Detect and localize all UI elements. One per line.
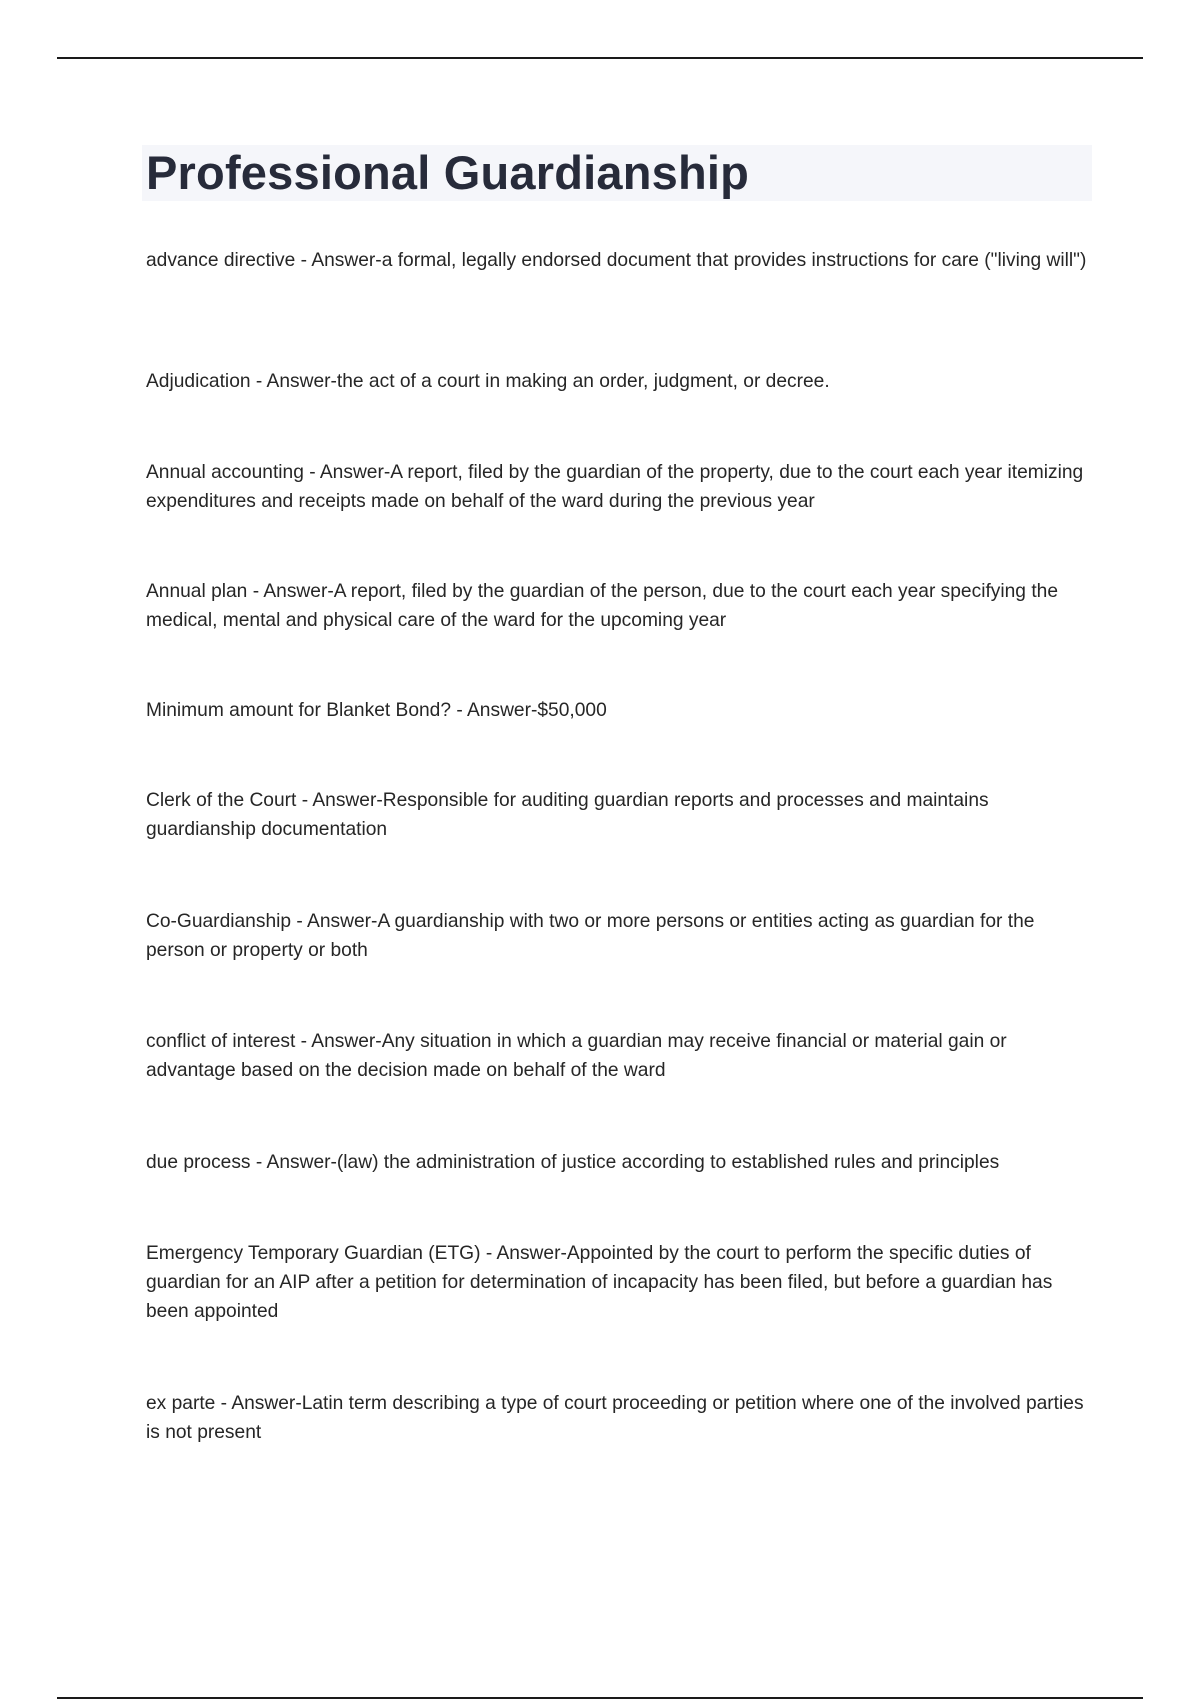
entry-separator: - Answer- — [250, 371, 337, 392]
bottom-rule — [57, 1697, 1143, 1699]
entry-separator: - Answer- — [451, 700, 538, 721]
entry-definition: $50,000 — [537, 700, 607, 721]
entry-definition: A report, filed by the guardian of the property, due to the court each year itemizing expenditures and receipts made on behalf of the ward during the previous year — [146, 462, 1084, 512]
glossary-entry — [146, 907, 1096, 965]
entry-definition: A report, filed by the guardian of the person, due to the court each year specifying the medical, mental and physical care of the ward for the upcoming year — [146, 581, 1058, 631]
entry-definition: Latin term describing a type of court proceeding or petition where one of the involved parties is not present — [146, 1393, 1084, 1443]
entry-term: Adjudication — [146, 371, 251, 392]
glossary-entry — [146, 786, 1096, 844]
entry-definition: (law) the administration of justice according to established rules and principles — [336, 1152, 1000, 1173]
glossary-entry — [146, 1239, 1096, 1326]
glossary-entry — [146, 367, 1096, 396]
entry-term: Clerk of the Court — [146, 790, 297, 811]
glossary-entry — [146, 577, 1096, 635]
entry-definition: A guardianship with two or more persons or entities acting as guardian for the person or property or both — [146, 911, 1035, 961]
entry-term: advance directive — [146, 250, 296, 271]
entry-term: Minimum amount for Blanket Bond? — [146, 700, 452, 721]
entry-definition: Responsible for auditing guardian reports and processes and maintains guardianship documentation — [146, 790, 989, 840]
entry-separator: - Answer- — [247, 581, 334, 602]
entry-term: due process — [146, 1152, 251, 1173]
entry-term: Co-Guardianship — [146, 911, 292, 932]
entry-definition: a formal, legally endorsed document that provides instructions for care ("living will") — [381, 250, 1087, 271]
entry-separator: - Answer- — [480, 1243, 567, 1264]
page-title: Professional Guardianship — [146, 146, 750, 199]
glossary-entry — [146, 1148, 1096, 1177]
glossary-entry — [146, 458, 1096, 516]
entry-separator: - Answer- — [291, 911, 378, 932]
entry-separator: - Answer- — [215, 1393, 302, 1414]
entry-separator: - Answer- — [250, 1152, 337, 1173]
glossary-entry — [146, 1389, 1096, 1447]
glossary-entry — [146, 1027, 1096, 1085]
entry-term: Annual accounting — [146, 462, 304, 483]
entry-definition: the act of a court in making an order, judgment, or decree. — [336, 371, 830, 392]
entry-separator: - Answer- — [303, 462, 391, 483]
entry-term: Annual plan — [146, 581, 248, 602]
entry-definition: Any situation in which a guardian may receive financial or material gain or advantage based on the decision made on behalf of the ward — [146, 1031, 1007, 1081]
entry-separator: - Answer- — [295, 1031, 382, 1052]
entry-definition: Appointed by the court to perform the specific duties of guardian for an AIP after a petition for determination of incapacity has been filed, but before a guardian has been appointed — [146, 1243, 1053, 1322]
entry-separator: - Answer- — [295, 250, 382, 271]
entry-term: Emergency Temporary Guardian (ETG) — [146, 1243, 481, 1264]
entry-separator: - Answer- — [296, 790, 383, 811]
entry-term: conflict of interest — [146, 1031, 296, 1052]
glossary-entry — [146, 246, 1096, 275]
entry-term: ex parte — [146, 1393, 216, 1414]
glossary-entry — [146, 696, 1096, 725]
